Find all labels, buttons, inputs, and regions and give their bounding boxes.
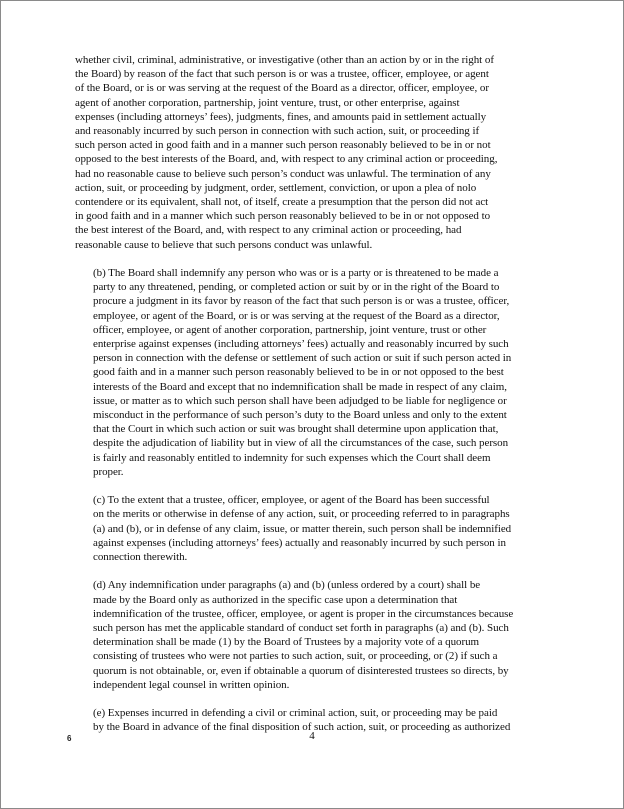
- paragraph-c: [75, 493, 549, 564]
- paragraph-b: [75, 266, 549, 479]
- text-line: opposed to the best interests of the Board, and, with respect to any criminal action or proceeding,: [75, 153, 498, 166]
- text-line: agent of another corporation, partnership, joint venture, trust, or other enterprise, against: [75, 96, 460, 109]
- text-line: (d) Any indemnification under paragraphs (a) and (b) (unless ordered by a court) shall be: [93, 579, 481, 592]
- text-line: and reasonably incurred by such person in connection with such action, suit, or proceeding if: [75, 125, 480, 138]
- text-line: person in connection with the defense or settlement of such action or suit if such person acted in: [93, 352, 512, 365]
- text-line: is fairly and reasonably entitled to indemnity for such expenses which the Court shall deem: [93, 451, 491, 464]
- page-number: 4: [309, 730, 315, 742]
- text-line: (c) To the extent that a trustee, officer, employee, or agent of the Board has been successful: [93, 494, 490, 507]
- text-line: action, suit, or proceeding by judgment, order, settlement, conviction, or upon a plea of nolo: [75, 181, 477, 194]
- paragraph-a-continued: [75, 53, 549, 252]
- text-line: issue, or matter as to which such person shall have been adjudged to be liable for negligence or: [93, 394, 507, 407]
- text-line: such person acted in good faith and in a manner such person reasonably believed to be in or not: [75, 139, 491, 152]
- text-line: (e) Expenses incurred in defending a civil or criminal action, suit, or proceeding may be paid: [93, 707, 498, 720]
- document-body: [75, 53, 549, 749]
- text-line: made by the Board only as authorized in the specific case upon a determination that: [93, 593, 458, 606]
- text-line: the Board) by reason of the fact that such person is or was a trustee, officer, employee, or agent: [75, 68, 489, 81]
- text-line: connection therewith.: [93, 551, 188, 564]
- text-line: interests of the Board and except that no indemnification shall be made in respect of any claim,: [93, 380, 507, 393]
- text-line: proper.: [93, 465, 124, 478]
- paragraph-d: [75, 578, 549, 692]
- text-line: indemnification of the trustee, officer, employee, or agent is proper in the circumstances because: [93, 607, 514, 620]
- text-line: procure a judgment in its favor by reason of the fact that such person is or was a trustee, officer,: [93, 295, 510, 308]
- text-line: had no reasonable cause to believe such person’s conduct was unlawful. The termination of any: [75, 167, 491, 180]
- text-line: of the Board, or is or was serving at the request of the Board as a director, officer, employee, or: [75, 82, 489, 95]
- text-line: expenses (including attorneys’ fees), judgments, fines, and amounts paid in settlement actually: [75, 110, 487, 123]
- text-line: employee, or agent of the Board, or is or was serving at the request of the Board as a director,: [93, 309, 500, 322]
- text-line: against expenses (including attorneys’ fees) actually and reasonably incurred by such person in: [93, 536, 506, 549]
- text-line: by the Board in advance of the final disposition of such action, suit, or proceeding as authorized: [93, 721, 511, 734]
- text-line: whether civil, criminal, administrative, or investigative (other than an action by or in the right of: [75, 54, 494, 66]
- text-line: (a) and (b), or in defense of any claim, issue, or matter therein, such person shall be indemnified: [93, 522, 512, 535]
- text-line: consisting of trustees who were not parties to such action, suit, or proceeding, or (2) if such a: [93, 650, 498, 663]
- text-line: (b) The Board shall indemnify any person who was or is a party or is threatened to be made a: [93, 267, 499, 280]
- text-line: party to any threatened, pending, or completed action or suit by or in the right of the Board to: [93, 281, 500, 294]
- text-line: determination shall be made (1) by the Board of Trustees by a majority vote of a quorum: [93, 636, 480, 649]
- text-line: in good faith and in a manner which such person reasonably believed to be in or not opposed to: [75, 210, 491, 223]
- text-line: quorum is not obtainable, or, even if obtainable a quorum of disinterested trustees so directs, by: [93, 664, 509, 677]
- text-line: officer, employee, or agent of another corporation, partnership, joint venture, trust or other: [93, 323, 487, 336]
- text-line: good faith and in a manner such person reasonably believed to be in or not opposed to the best: [93, 366, 504, 379]
- text-line: the best interest of the Board, and, with respect to any criminal action or proceeding, had: [75, 224, 462, 237]
- text-line: that the Court in which such action or suit was brought shall determine upon application that,: [93, 423, 499, 436]
- text-line: reasonable cause to believe that such persons conduct was unlawful.: [75, 238, 373, 251]
- text-line: despite the adjudication of liability but in view of all the circumstances of the case, such person: [93, 437, 509, 450]
- text-line: on the merits or otherwise in defense of any action, suit, or proceeding referred to in paragraphs: [93, 508, 510, 521]
- text-line: contendere or its equivalent, shall not, of itself, create a presumption that the person did not act: [75, 196, 489, 209]
- text-line: such person has met the applicable standard of conduct set forth in paragraphs (a) and (b). Such: [93, 622, 509, 635]
- text-line: misconduct in the performance of such person’s duty to the Board unless and only to the extent: [93, 409, 507, 422]
- text-line: independent legal counsel in written opinion.: [93, 678, 290, 691]
- footer-doc-code: 6: [67, 734, 72, 743]
- text-line: enterprise against expenses (including attorneys’ fees) actually and reasonably incurred by such: [93, 338, 509, 351]
